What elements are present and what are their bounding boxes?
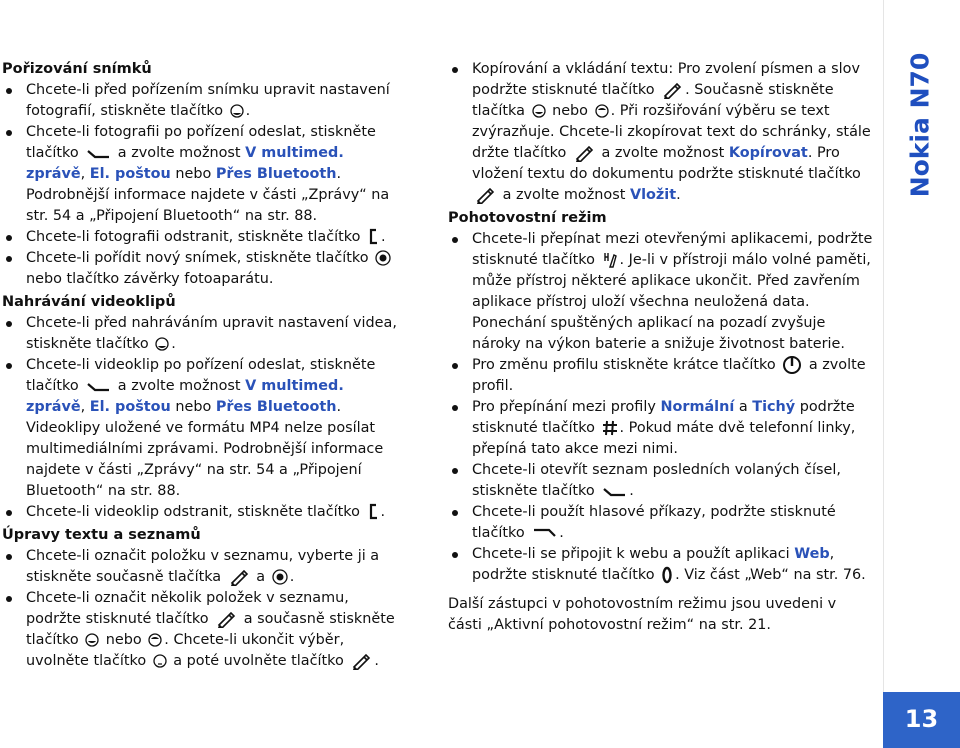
- list-item: Pro změnu profilu stiskněte krátce tlačítko a zvolte profil.: [448, 355, 873, 397]
- clear-key-icon: [367, 503, 379, 521]
- list-item: Chcete-li použít hlasové příkazy, podržte stisknuté tlačítko .: [448, 502, 873, 544]
- scroll-key-outline-icon: [153, 654, 167, 668]
- left-column: [2, 59, 402, 672]
- video-list: [2, 313, 402, 523]
- heading-video: Nahrávání videoklipů: [2, 294, 176, 310]
- power-key-icon: [782, 355, 802, 375]
- editing-list: [2, 546, 402, 672]
- brand-label: Nokia N70: [905, 52, 935, 198]
- list-item: Chcete-li pořídit nový snímek, stiskněte tlačítko nebo tlačítko závěrky fotoaparátu.: [2, 248, 402, 290]
- standby-list: [448, 229, 873, 586]
- list-item: Chcete-li označit několik položek v seznamu, podržte stisknuté tlačítko a současně stiskněte tlačítko nebo . Chcete-li ukončit výběr, uvolněte tlačítko a poté uvolněte tlačítko .: [2, 588, 402, 672]
- scroll-up-icon: [148, 633, 162, 647]
- page-number: 13: [904, 705, 939, 733]
- select-key-icon: [375, 250, 391, 266]
- hash-key-icon: [602, 420, 618, 436]
- list-item: Chcete-li fotografii odstranit, stiskněte tlačítko .: [2, 227, 402, 248]
- scroll-up-icon: [595, 104, 609, 118]
- list-item: Chcete-li před pořízením snímku upravit nastavení fotografií, stiskněte tlačítko .: [2, 80, 402, 122]
- scroll-down-icon: [532, 104, 546, 118]
- heading-standby: Pohotovostní režim: [448, 210, 607, 226]
- list-item: Kopírování a vkládání textu: Pro zvolení písmen a slov podržte stisknuté tlačítko . Současně stiskněte tlačítka nebo . Při rozšiřování výběru se text zvýrazňuje. Chcete-li zkopírovat text do schránky, stále držte tlačítko a zvolte možnost Kopírovat. Pro vložení textu do dokumentu podržte stisknuté tlačítko a zvolte možnost Vložit.: [448, 59, 873, 206]
- edit-key-icon: [215, 610, 237, 628]
- heading-editing: Úpravy textu a seznamů: [2, 527, 201, 543]
- list-item: Chcete-li fotografii po pořízení odeslat, stiskněte tlačítko a zvolte možnost V multimed. zprávě, El. poštou nebo Přes Bluetooth. Podrobnější informace najdete v části „Zprávy“ na str. 54 a „Připojení Bluetooth“ na str. 88.: [2, 122, 402, 227]
- right-selection-key-icon: [531, 526, 557, 540]
- right-column: [448, 59, 873, 636]
- standby-footnote: Další zástupci v pohotovostním režimu jsou uvedeni v části „Aktivní pohotovostní režim“ na str. 21.: [448, 596, 837, 633]
- clear-key-icon: [367, 228, 379, 246]
- list-item: Chcete-li videoklip po pořízení odeslat, stiskněte tlačítko a zvolte možnost V multimed. zprávě, El. poštou nebo Přes Bluetooth. Videoklipy uložené ve formátu MP4 nelze posílat multimediálními zprávami. Podrobnější informace najdete v části „Zprávy“ na str. 54 a „Připojení Bluetooth“ na str. 88.: [2, 355, 402, 502]
- list-item: Chcete-li označit položku v seznamu, vyberte ji a stiskněte současně tlačítka a .: [2, 546, 402, 588]
- scroll-key-icon: [155, 337, 169, 351]
- edit-key-icon: [573, 144, 595, 162]
- list-item: Chcete-li videoklip odstranit, stiskněte tlačítko .: [2, 502, 402, 523]
- scroll-key-icon: [230, 104, 244, 118]
- edit-key-icon: [228, 568, 250, 586]
- edit-key-icon: [474, 186, 496, 204]
- heading-photos: Pořizování snímků: [2, 61, 152, 77]
- scroll-down-icon: [85, 633, 99, 647]
- list-item: Pro přepínání mezi profily Normální a Tichý podržte stisknuté tlačítko . Pokud máte dvě telefonní linky, přepíná tato akce mezi nimi.: [448, 397, 873, 460]
- select-key-icon: [272, 569, 288, 585]
- edit-key-icon: [350, 652, 372, 670]
- call-key-icon: [601, 484, 627, 498]
- list-item: Chcete-li se připojit k webu a použít aplikaci Web, podržte stisknuté tlačítko . Viz část „Web“ na str. 76.: [448, 544, 873, 586]
- copy-list: [448, 59, 873, 206]
- photos-list: [2, 80, 402, 290]
- standby-note: Ponechání spuštěných aplikací na pozadí zvyšuje nároky na výkon baterie a snižuje životnost baterie.: [472, 315, 845, 352]
- call-key-icon: [85, 146, 111, 160]
- list-item: Chcete-li přepínat mezi otevřenými aplikacemi, podržte stisknuté tlačítko . Je-li v přístroji málo volné paměti, může přístroj některé aplikace ukončit. Před zavřením aplikace přístroj uloží všechna neuložená data. Ponechání spuštěných aplikací na pozadí zvyšuje nároky na výkon baterie a snižuje životnost baterie.: [448, 229, 873, 355]
- page-sidebar: [883, 0, 960, 748]
- edit-key-icon: [661, 81, 683, 99]
- call-key-icon: [85, 379, 111, 393]
- page-number-box: [883, 692, 960, 748]
- menu-key-icon: [602, 251, 618, 269]
- list-item: Chcete-li otevřít seznam posledních volaných čísel, stiskněte tlačítko .: [448, 460, 873, 502]
- list-item: Chcete-li před nahráváním upravit nastavení videa, stiskněte tlačítko .: [2, 313, 402, 355]
- zero-key-icon: [661, 566, 673, 584]
